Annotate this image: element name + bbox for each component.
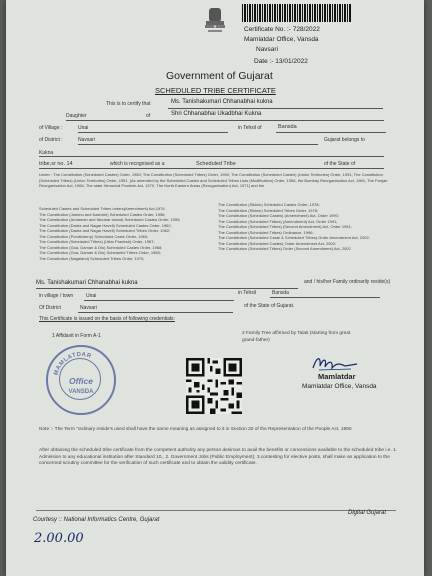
legal-basis-text: Under : The Constitution (Scheduled Castes) Order, 1950; The Constitution (Scheduled Tribes) Order, 1950; The Constitution (Scheduled Castes) (Union Territories) Order, 1951; The Constitution (Scheduled Tribes) (Union Territories) Order, 1951. [As amended by the Scheduled Castes and Scheduled Tribes Lists (Modification) Order, 1956, the Bombay Reorganisation Act, 1960, The Punjab Reorganisation Act, 1966, The state Himachal Pradesh Act, 1970, The North Eastern Areas (Reorganisation) Act, 1971] and the xyxy=(39,172,388,188)
order-item: The Constitution (Dadra and Nagar Haveli) Scheduled Tribes Order, 1962; xyxy=(39,228,171,233)
office-seal xyxy=(46,345,116,415)
village2-label: in village / town xyxy=(39,293,74,299)
validity-instruction: After obtaining the scheduled tribe certificate from the competent authority any person desirous to avail the benefits or concessions available to the scheduled tribe i.e. 1. Admission to any educational institution after Standard 10,, 2. Government Jobs (Public Employment), 3.contesting for elective posts, shall make an application to the concerned scrutiny committee for the verification of such certificate and to obtain the validity certificate. xyxy=(39,448,398,466)
tehsil2-label: in Tehsil xyxy=(238,290,256,296)
mamlatdar-signature xyxy=(311,352,361,374)
orders-list-right xyxy=(218,202,393,252)
order-item: The Constitution (Scheduled Tribes) (Amendment) Act, Order 1991; xyxy=(218,218,338,224)
handwritten-note: 2.00.00 xyxy=(34,531,84,546)
family-reside-text: and / his/her Family ordinarily reside(s) xyxy=(304,279,391,285)
order-item: The Constitution (Goa, Daman & Diu) Scheduled Castes Order, 1968; xyxy=(39,244,163,250)
order-item: The Constitution (Scheduled Tribes) Ordinance, 1996; xyxy=(218,229,314,235)
state-emblem-icon xyxy=(196,6,234,36)
credentials-heading: This Certificate is issued on the basis of following credentials: xyxy=(39,316,175,322)
certificate-number: Certificate No. :- 728/2022 xyxy=(244,26,320,33)
district-value: Navsari xyxy=(78,137,95,143)
order-item: The Constitution (Scheduled Tribes) (Uttar Pradesh) Order, 1967; xyxy=(39,239,155,244)
of-label: of xyxy=(146,113,151,119)
signatory-office: Mamlatdar Office, Vansda xyxy=(302,383,377,390)
credential-affidavit: 1 Affidavit in Form A-1 xyxy=(52,333,101,339)
village-value: Unai xyxy=(78,125,89,131)
order-item: The Constitution (Scheduled Caste & Scheduled Tribes) Order Amendment Act, 2002; xyxy=(218,235,370,240)
ordinary-reside-note: Note :- The Term "ordinary reside's used shall have the same meaning as assigned to it in Section 20 of the Representation of the People Act, 1950 xyxy=(39,427,352,432)
qr-code xyxy=(186,358,242,414)
state-of-text: of the State of xyxy=(324,161,356,167)
village2-value: Unai xyxy=(86,293,97,299)
svg-text:MAMLATDAR: MAMLATDAR xyxy=(53,351,93,377)
order-item: The Constitution (Sikkim) Scheduled Castes Order, 1978; xyxy=(218,202,320,207)
district2-value: Navsari xyxy=(80,305,97,311)
issuing-office: Mamlatdar Office, Vansda xyxy=(244,36,319,43)
order-item: The Constitution (Scheduled Castes) Order Amendment Act, 2002; xyxy=(218,240,337,246)
district-label: of District : xyxy=(39,137,63,143)
order-item: Scheduled Castes and Scheduled Tribes orders(Amendment) Act,1976. xyxy=(39,206,166,211)
government-title: Government of Gujarat xyxy=(166,70,273,82)
svg-text:VANSDA: VANSDA xyxy=(68,389,94,395)
order-item: The Constitution (Andaman and Nicobar Island) Scheduled Castes Order, 1959; xyxy=(39,217,181,222)
order-item: The Constitution (Pondicherry) Scheduled Caste Order, 1964; xyxy=(39,233,149,239)
order-item: The Constitution (Nagaland) Scheduled Tribes Order, 1970; xyxy=(39,255,145,261)
tribe-serial: tribe,sr no. 14 xyxy=(39,161,73,167)
village-label: of Village : xyxy=(39,125,63,131)
state-gujarat-text: of the State of Gujarat. xyxy=(244,303,295,309)
certificate-page xyxy=(6,0,424,576)
district2-label: Of District xyxy=(39,305,61,311)
svg-text:Office: Office xyxy=(69,376,93,386)
issuing-place: Navsari xyxy=(256,46,279,53)
order-item: The Constitution (Jammu and Kashmir) Scheduled Castes Order, 1956; xyxy=(39,211,166,217)
recognised-text: which is recognised as a xyxy=(110,161,165,167)
order-item: The Constitution (Scheduled Castes) (Amendment) Act, Order 1990; xyxy=(218,213,339,218)
scheduled-tribe: Scheduled Tribe xyxy=(196,161,236,167)
belongs-to-text: Gujarat belongs to xyxy=(324,137,365,143)
signatory-role: Mamlatdar xyxy=(318,372,356,381)
relation-label: Daughter xyxy=(66,113,87,119)
footer-digital-gujarat: Digital Gujarat xyxy=(348,510,387,516)
order-item: The Constitution (Goa, Daman & Diu) Scheduled Tribes Order, 1968; xyxy=(39,250,161,255)
order-item: The Constitution (Scheduled Tribes) Order (Second Amendment) Act, 2002 xyxy=(218,246,351,251)
certify-prefix: This is to certify that xyxy=(106,101,151,107)
person-name-repeat: Ms. Tanishakumari Chhanabhai kukna xyxy=(36,280,138,286)
barcode xyxy=(242,4,352,22)
orders-list-left xyxy=(39,206,214,261)
order-item: The Constitution (Scheduled Tribes) (Second Amendment) Act, Order 1991; xyxy=(218,224,352,229)
tribe-name: Kukna xyxy=(39,150,54,156)
tehsil2-value: Bansda xyxy=(272,290,289,296)
certificate-title: SCHEDULED TRIBE CERTIFICATE xyxy=(155,86,276,95)
issue-date: Date :- 13/01/2022 xyxy=(254,58,308,65)
credential-family-tree: 2 Family Tree affirmed by Talati (starting from great grand-father) xyxy=(242,331,351,343)
order-item: The Constitution (Dadra and Nagar Haveli) Scheduled Castes Order, 1962; xyxy=(39,222,172,228)
seal-ring xyxy=(48,347,114,413)
footer-courtesy: Courtesy :: National Informatics Centre, Gujarat xyxy=(33,517,160,523)
order-item: The Constitution (Sikkim) Scheduled Tribes Order, 1978; xyxy=(218,207,319,213)
tehsil-label: in Tehsil of xyxy=(238,125,262,131)
tehsil-value: Bansda xyxy=(278,124,297,130)
father-name: Shri Chhanabhai Ukadbhai Kukna xyxy=(171,111,262,117)
person-name: Ms. Tanishakumari Chhanabhai kukna xyxy=(171,99,273,105)
